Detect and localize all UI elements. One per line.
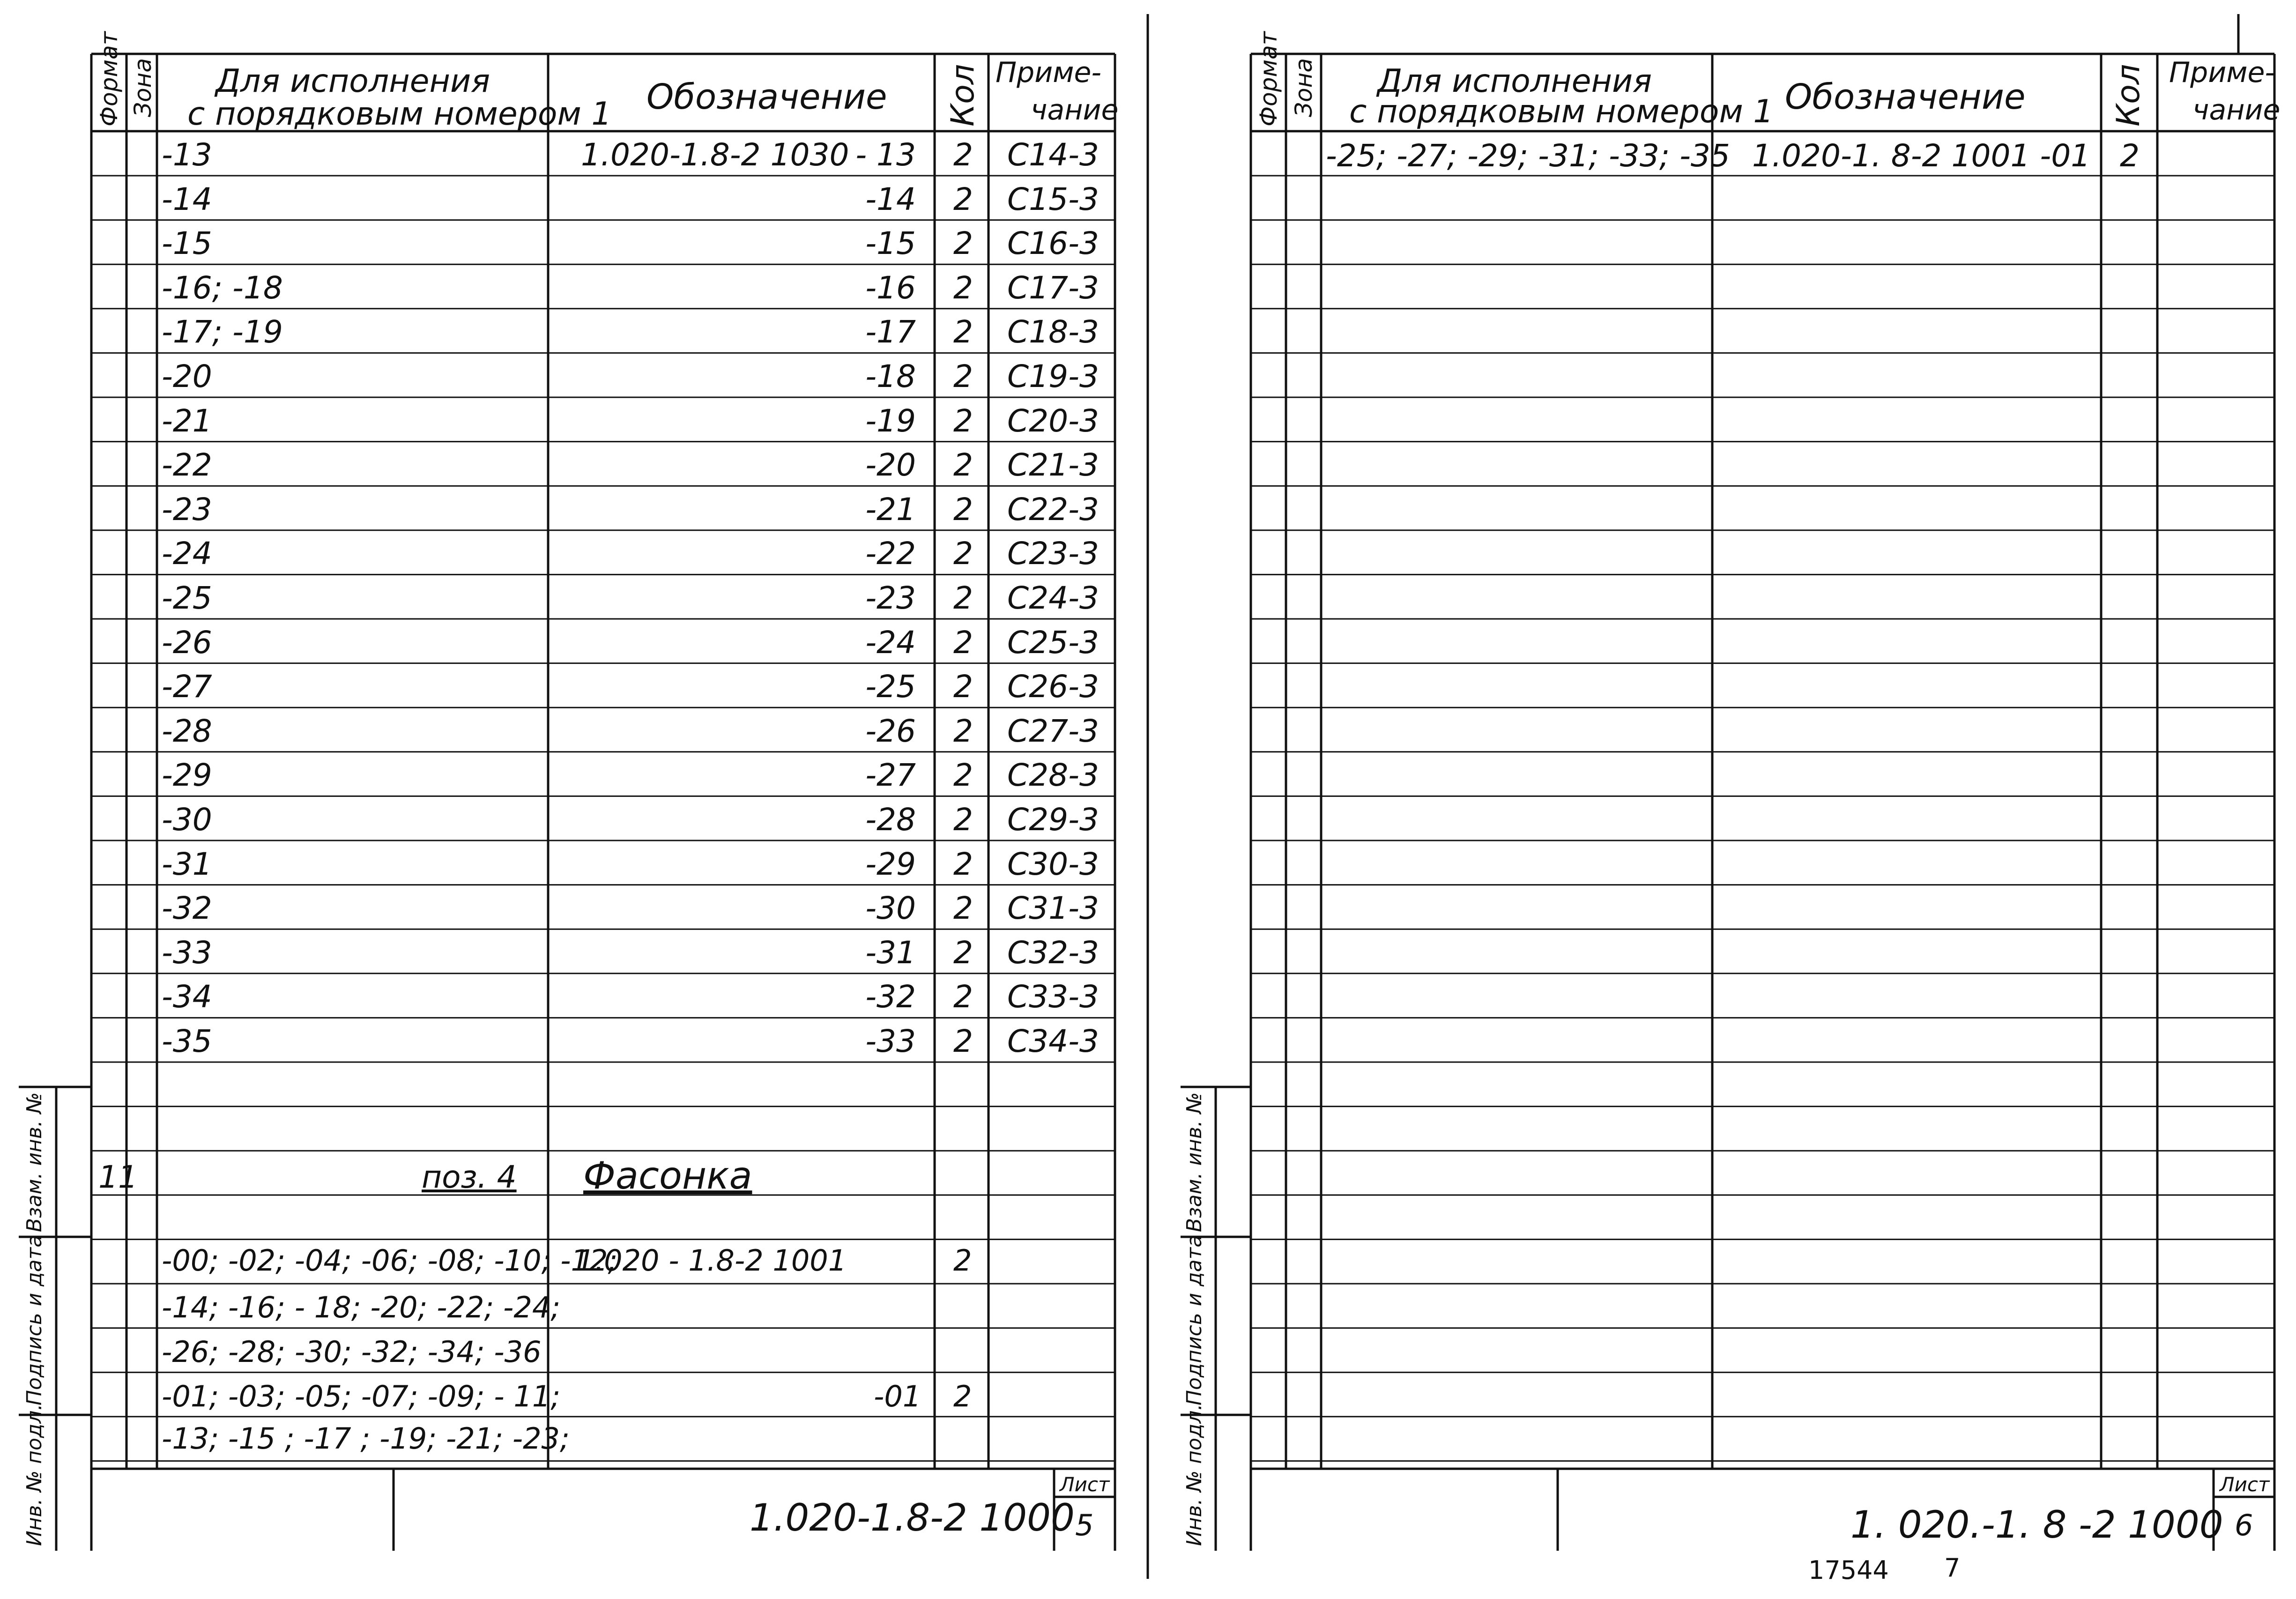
left-row-note: С34-3 [1007,1023,1099,1059]
left-row-suffix: -29 [865,846,916,882]
left-section-format: 11 [98,1159,138,1195]
left-row-suffix: -33 [865,1023,916,1059]
left-row-note: С16-3 [1007,225,1099,262]
left-lower-designation: -01 [874,1379,921,1413]
left-row-variant: -20 [162,358,212,394]
right-header-variant-1: Для исполнения [1377,63,1652,100]
left-stamp-sheet-no: 5 [1075,1508,1094,1542]
right-header-note-1: Приме- [2169,56,2275,89]
left-row-variant: -29 [162,757,212,794]
left-row-variant: -33 [162,934,212,971]
left-row-variant: -17; -19 [162,314,283,350]
left-row-variant: -28 [162,713,212,749]
left-row-variant: -35 [162,1023,212,1059]
right-header-zone: Зона [1290,58,1317,117]
left-row-suffix: -15 [865,225,916,262]
left-row-variant: -16; -18 [162,269,283,306]
left-header-designation: Обозначение [646,77,887,117]
left-lower-variant: -01; -03; -05; -07; -09; - 11; [162,1379,561,1413]
right-stamp-code: 1. 020.-1. 8 -2 1000 [1850,1503,2223,1547]
right-header-qty: Кол [2110,64,2147,126]
left-row-qty: 2 [953,491,973,528]
left-row-suffix: -31 [865,934,916,971]
left-lower-qty: 2 [953,1379,972,1413]
left-row-qty: 2 [953,890,973,927]
left-row-variant: -23 [162,491,212,528]
left-row-note: С32-3 [1007,934,1099,971]
left-lower-variant: -00; -02; -04; -06; -08; -10; -12; [162,1243,618,1278]
left-row-qty: 2 [953,934,973,971]
left-row-suffix: -14 [865,181,916,217]
left-row-note: С22-3 [1007,491,1099,528]
left-row-note: С17-3 [1007,269,1099,306]
left-header-zone: Зона [129,58,156,117]
left-header-qty: Кол [944,64,981,126]
left-row-suffix: -28 [865,802,916,838]
left-row-variant: -21 [162,402,212,439]
left-row-qty: 2 [953,402,973,439]
left-row-variant: -14 [162,181,212,217]
left-row-note: С18-3 [1007,314,1099,350]
left-row-suffix: -30 [865,890,916,927]
left-header-note-2: чание [1031,94,1119,126]
left-row-note: С19-3 [1007,358,1099,394]
left-row-note: С14-3 [1007,137,1099,173]
left-lower-variant: -26; -28; -30; -32; -34; -36 [162,1335,542,1369]
left-row-suffix: -27 [865,757,916,794]
left-row-variant: -25 [162,580,212,616]
left-row-variant: -24 [162,535,212,572]
left-row-qty: 2 [953,447,973,483]
left-section-name: Фасонка [583,1154,752,1197]
left-row-note: С31-3 [1007,890,1099,927]
left-row-note: С24-3 [1007,580,1099,616]
left-row-variant: -30 [162,802,212,838]
left-header-format: Формат [96,31,123,126]
left-row-note: С27-3 [1007,713,1099,749]
left-row-suffix: -25 [865,669,916,705]
left-row-suffix: -32 [865,979,916,1015]
left-row-qty: 2 [953,314,973,350]
left-row-variant: -13 [162,137,212,173]
left-row-suffix: -16 [865,269,916,306]
left-row-variant: -31 [162,846,212,882]
left-lower-variant: -13; -15 ; -17 ; -19; -21; -23; [162,1421,570,1456]
right-side-sign: Подпись и дата [1182,1235,1206,1406]
left-row-qty: 2 [953,624,973,661]
left-row-qty: 2 [953,137,973,173]
left-lower-variant: -14; -16; - 18; -20; -22; -24; [162,1290,561,1324]
left-row-variant: -34 [162,979,212,1015]
left-row-note: С26-3 [1007,669,1099,705]
left-side-sign: Подпись и дата [22,1235,46,1406]
left-row-variant: -27 [162,669,212,705]
left-row-suffix: -23 [865,580,916,616]
left-row-suffix: -20 [865,447,916,483]
left-header-note-1: Приме- [996,56,1102,89]
left-row-qty: 2 [953,269,973,306]
left-row-suffix: -18 [865,358,916,394]
left-row-suffix: -21 [865,491,916,528]
left-row-variant: -15 [162,225,212,262]
left-row-variant: -26 [162,624,212,661]
left-row-qty: 2 [953,757,973,794]
right-row-designation: 1.020-1. 8-2 1001 -01 [1752,138,2091,174]
left-section-pos: поз. 4 [422,1159,517,1195]
left-row-note: С28-3 [1007,757,1099,794]
left-row-note: С25-3 [1007,624,1099,661]
left-row-variant: -32 [162,890,212,927]
left-row-note: С20-3 [1007,402,1099,439]
right-stamp-sheet-label: Лист [2220,1473,2270,1496]
right-stamp-sheet-no: 6 [2235,1508,2253,1542]
left-stamp-sheet-label: Лист [1060,1473,1110,1496]
left-row-note: С15-3 [1007,181,1099,217]
left-row-suffix: -24 [865,624,916,661]
right-row-qty: 2 [2120,138,2140,174]
left-row-qty: 2 [953,181,973,217]
left-row-designation: 1.020-1.8-2 1030 [581,137,849,173]
left-row-suffix: -19 [865,402,916,439]
left-row-qty: 2 [953,580,973,616]
left-row-suffix: -26 [865,713,916,749]
left-row-note: С30-3 [1007,846,1099,882]
left-row-qty: 2 [953,358,973,394]
right-header-variant-2: с порядковым номером 1 [1349,93,1774,130]
left-row-qty: 2 [953,846,973,882]
left-row-note: С29-3 [1007,802,1099,838]
left-row-suffix: - 13 [855,137,916,173]
left-row-qty: 2 [953,225,973,262]
left-row-qty: 2 [953,669,973,705]
right-side-inv: Инв. № подл. [1182,1404,1206,1546]
left-row-note: С21-3 [1007,447,1099,483]
left-lower-qty: 2 [953,1243,972,1278]
left-row-variant: -22 [162,447,212,483]
right-row-variant: -25; -27; -29; -31; -33; -35 [1326,138,1730,174]
left-row-note: С33-3 [1007,979,1099,1015]
left-row-qty: 2 [953,535,973,572]
left-row-suffix: -22 [865,535,916,572]
archive-number: 17544 [1808,1555,1889,1585]
right-header-designation: Обозначение [1785,77,2026,117]
left-row-note: С23-3 [1007,535,1099,572]
right-header-note-2: чание [2192,94,2281,126]
left-lower-designation: 1.020 - 1.8-2 1001 [576,1243,847,1278]
left-header-variant-2: с порядковым номером 1 [187,96,612,133]
page-number: 7 [1944,1553,1961,1583]
left-header-variant-1: Для исполнения [215,63,490,100]
left-side-repl: Взам. инв. № [22,1092,46,1232]
right-side-repl: Взам. инв. № [1182,1092,1206,1232]
left-side-inv: Инв. № подл. [22,1404,46,1546]
left-row-qty: 2 [953,1023,973,1059]
left-row-suffix: -17 [865,314,916,350]
right-header-format: Формат [1255,31,1282,126]
left-row-qty: 2 [953,802,973,838]
left-row-qty: 2 [953,713,973,749]
left-row-qty: 2 [953,979,973,1015]
left-stamp-code: 1.020-1.8-2 1000 [750,1496,1075,1540]
